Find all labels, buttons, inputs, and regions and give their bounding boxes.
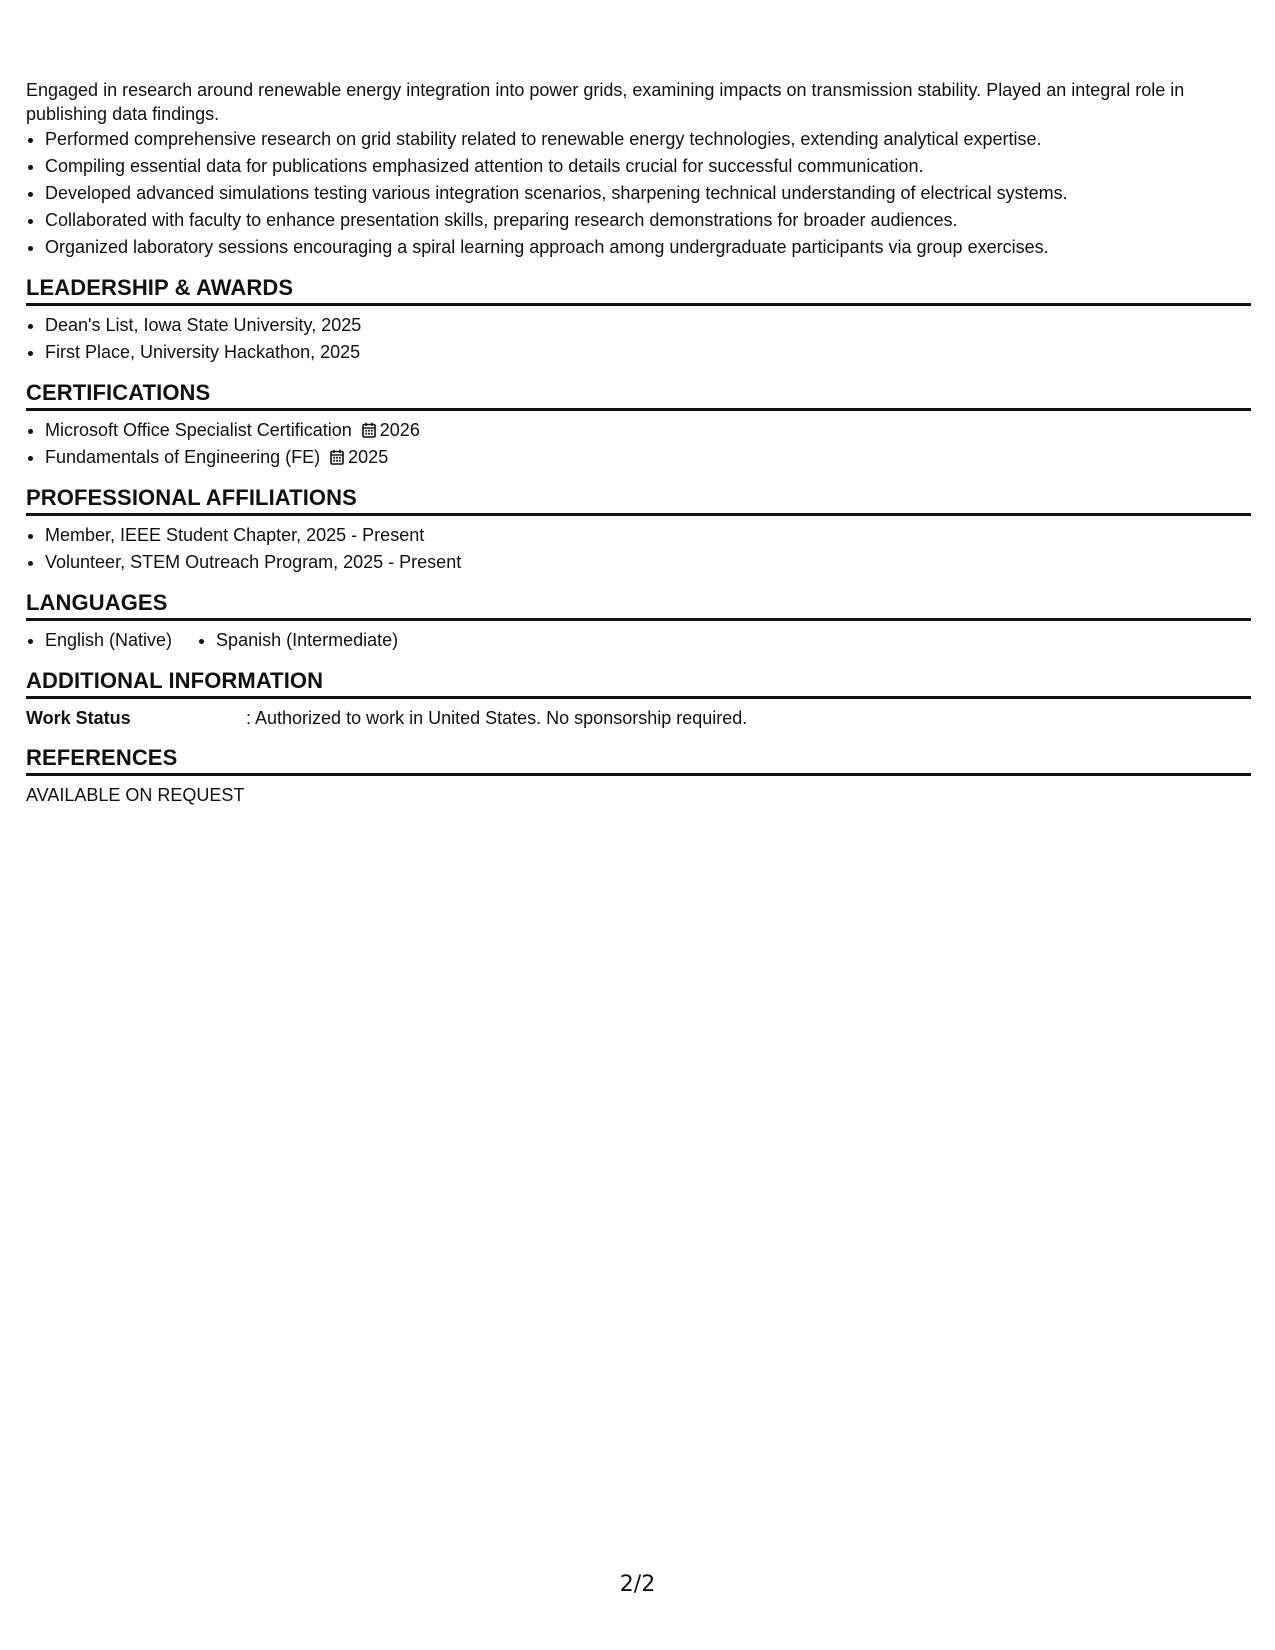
list-item: • Collaborated with faculty to enhance presentation skills, preparing research demonstrations for broader audiences.: [45, 207, 1251, 234]
list-item: • Dean's List, Iowa State University, 2025: [45, 312, 1251, 339]
list-item: • Volunteer, STEM Outreach Program, 2025 - Present: [45, 549, 1251, 576]
section-heading-languages: LANGUAGES: [26, 576, 1251, 621]
list-item: • Compiling essential data for publications emphasized attention to details crucial for successful communication.: [45, 153, 1251, 180]
certifications-list: [26, 417, 1251, 471]
section-heading-leadership: LEADERSHIP & AWARDS: [26, 261, 1251, 306]
list-item: • First Place, University Hackathon, 2025: [45, 339, 1251, 366]
list-item: • Member, IEEE Student Chapter, 2025 - Present: [45, 522, 1251, 549]
section-heading-certifications: CERTIFICATIONS: [26, 366, 1251, 411]
section-heading-additional: ADDITIONAL INFORMATION: [26, 654, 1251, 699]
work-status-row: [26, 705, 1251, 731]
certification-name: Fundamentals of Engineering (FE): [45, 447, 321, 467]
experience-bullets: [26, 126, 1251, 261]
affiliations-list: [26, 522, 1251, 576]
calendar-icon: [330, 449, 344, 465]
list-item: • Performed comprehensive research on grid stability related to renewable energy technologies, extending analytical expertise.: [45, 126, 1251, 153]
certification-year: 2025: [348, 447, 389, 467]
list-item: • Organized laboratory sessions encouraging a spiral learning approach among undergraduate participants via group exercises.: [45, 234, 1251, 261]
certification-year: 2026: [379, 420, 420, 440]
certification-item: [45, 417, 1251, 444]
language-item: • English (Native): [45, 627, 172, 654]
certification-name: Microsoft Office Specialist Certification: [45, 420, 352, 440]
work-status-value: : Authorized to work in United States. No sponsorship required.: [246, 708, 748, 728]
page-number: 2/2: [619, 1572, 656, 1597]
leadership-list: [26, 312, 1251, 366]
certification-item: [45, 444, 1251, 471]
calendar-icon: [362, 422, 376, 438]
section-heading-references: REFERENCES: [26, 731, 1251, 776]
list-item: • Developed advanced simulations testing various integration scenarios, sharpening technical understanding of electrical systems.: [45, 180, 1251, 207]
experience-summary: Engaged in research around renewable energy integration into power grids, examining impacts on transmission stability. Played an integral role in publishing data findings.: [26, 80, 1185, 124]
work-status-label: Work Status: [26, 708, 131, 728]
resume-page: [26, 78, 1251, 808]
section-heading-affiliations: PROFESSIONAL AFFILIATIONS: [26, 471, 1251, 516]
references-text: AVAILABLE ON REQUEST: [26, 785, 245, 805]
languages-list: [26, 627, 1251, 654]
language-item: • Spanish (Intermediate): [216, 627, 398, 654]
